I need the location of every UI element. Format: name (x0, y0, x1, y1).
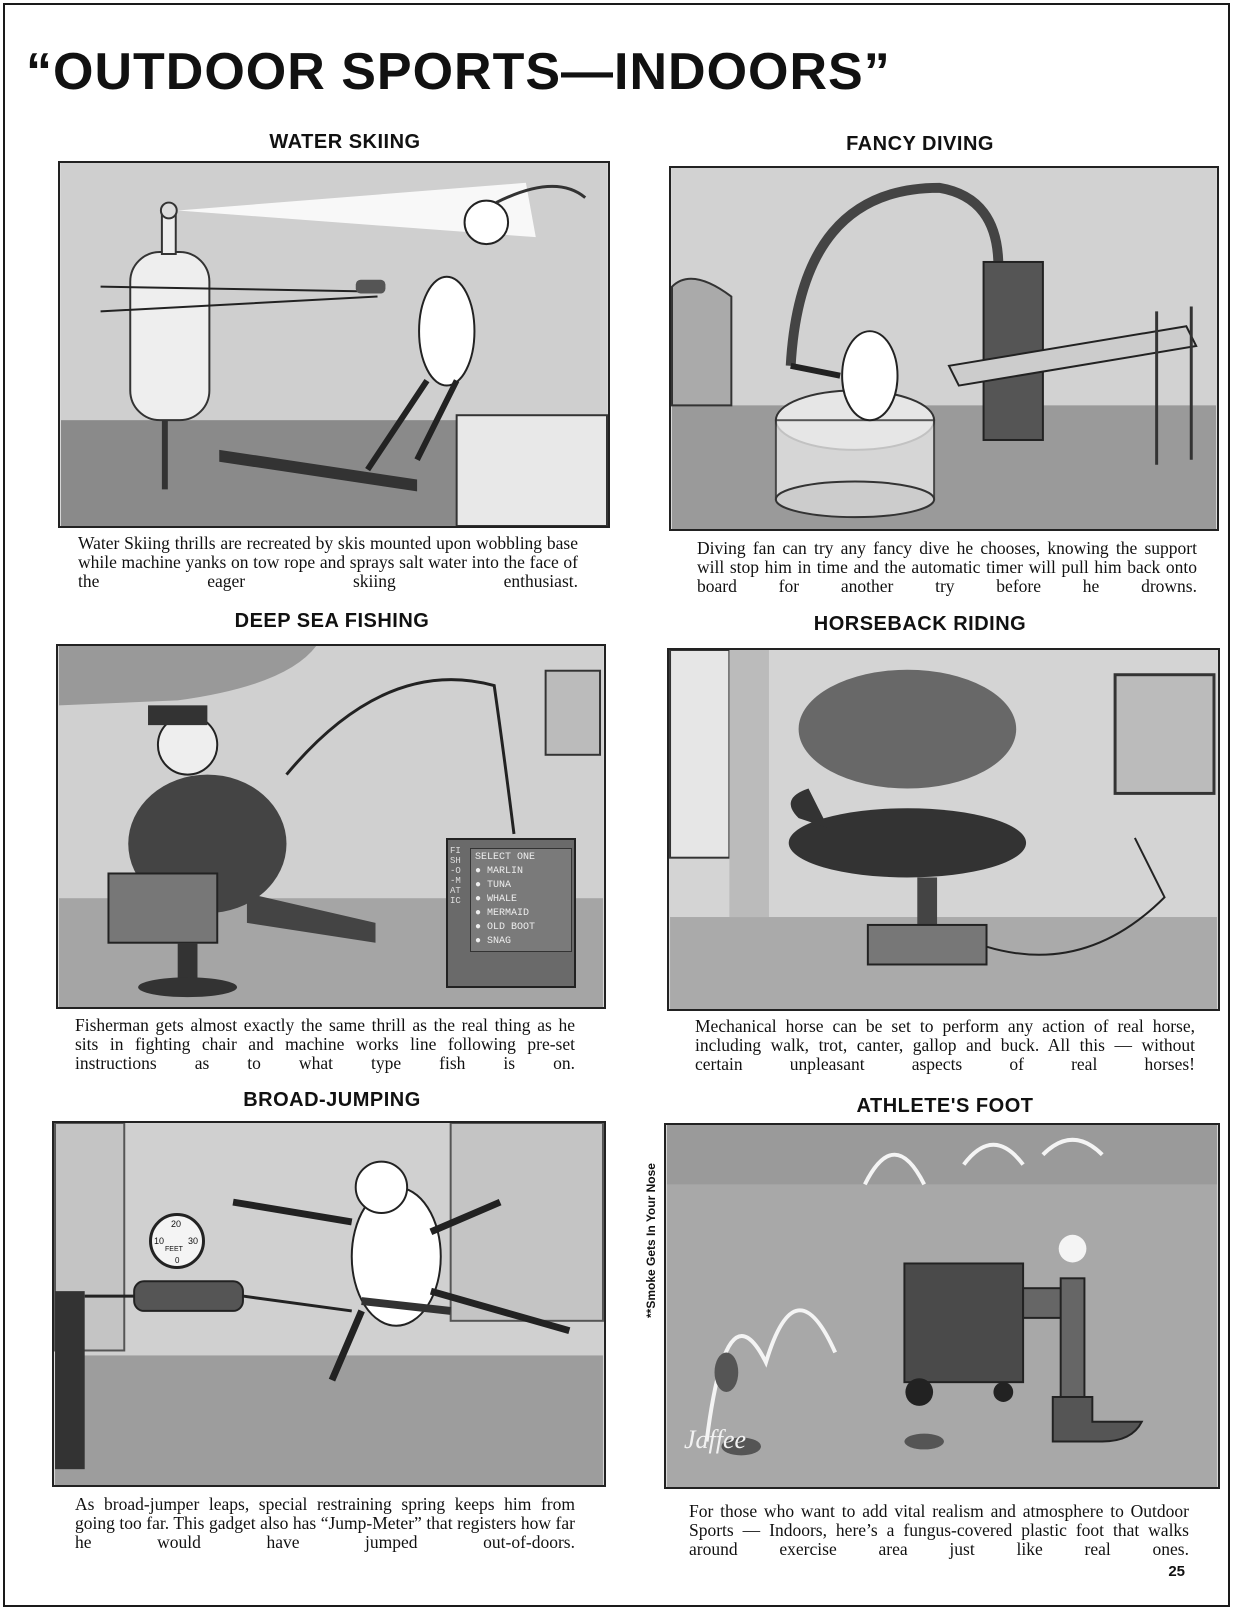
jump-meter-tick: 30 (188, 1236, 199, 1246)
fish-machine (446, 838, 576, 988)
fancy-diving-caption: Diving fan can try any fancy dive he chooses, knowing the support will stop him in time and the automatic timer will pull him back onto board for another try before he drowns. (697, 538, 1197, 596)
horseback-riding-illustration (667, 648, 1220, 1011)
deep-sea-fishing-illustration (56, 644, 606, 1009)
fancy-diving-illustration (669, 166, 1219, 531)
fish-option-label: WHALE (487, 894, 518, 905)
jump-meter-gauge (149, 1213, 205, 1269)
broad-jumping-caption: As broad-jumper leaps, special restraining spring keeps him from going too far. This gadget also has “Jump-Meter” that registers how far he would have jumped out-of-doors. (75, 1494, 575, 1552)
fish-option-label: TUNA (487, 880, 512, 891)
fish-option-label: SNAG (487, 936, 512, 947)
athletes-foot-illustration (664, 1123, 1220, 1489)
jump-meter-zero: 0 (175, 1256, 180, 1265)
fish-machine-menu (470, 848, 572, 952)
page-number: 25 (1168, 1563, 1185, 1580)
jump-meter-tick: 10 (154, 1236, 165, 1246)
fish-option[interactable]: ● TUNA (475, 880, 512, 891)
water-skiing-heading: WATER SKIING (269, 131, 421, 153)
deep-sea-fishing-caption: Fisherman gets almost exactly the same thrill as the real thing as he sits in fighting chair and machine works line following pre-set instructions as to what type fish is on. (75, 1015, 575, 1073)
fish-option[interactable]: ● MERMAID (475, 908, 530, 919)
artist-signature: Jaffee (684, 1425, 747, 1454)
horseback-riding-heading: HORSEBACK RIDING (813, 613, 1027, 635)
fish-option[interactable]: ● MARLIN (475, 866, 524, 877)
page-title: “OUTDOOR SPORTS—INDOORS” (26, 43, 891, 101)
fancy-diving-heading: FANCY DIVING (846, 133, 994, 155)
horseback-riding-caption: Mechanical horse can be set to perform any action of real horse, including walk, trot, canter, gallop and buck. All this — without certain unpleasant aspects of real horses! (695, 1016, 1195, 1074)
fish-option[interactable]: ● OLD BOOT (475, 922, 536, 933)
broad-jumping-heading: BROAD-JUMPING (243, 1089, 421, 1111)
water-skiing-illustration (58, 161, 610, 528)
fish-menu-title: SELECT ONE (475, 852, 536, 863)
water-skiing-caption: Water Skiing thrills are recreated by skis mounted upon wobbling base while machine yanks on tow rope and sprays salt water into the face of the eager skiing enthusiast. (78, 533, 578, 591)
jump-meter-tick: 20 (171, 1219, 182, 1229)
side-credit: **Smoke Gets In Your Nose (644, 1163, 658, 1318)
broad-jumping-illustration (52, 1121, 606, 1487)
athletes-foot-heading: ATHLETE'S FOOT (856, 1095, 1034, 1117)
fish-option[interactable]: ● SNAG (475, 936, 512, 947)
deep-sea-fishing-heading: DEEP SEA FISHING (234, 610, 430, 632)
fish-machine-label: FISH-O-MATIC (450, 846, 461, 906)
fish-option-label: MARLIN (487, 866, 524, 877)
jump-meter-unit: FEET (165, 1246, 183, 1253)
fish-option-label: OLD BOOT (487, 922, 536, 933)
fish-option[interactable]: ● WHALE (475, 894, 518, 905)
fish-option-label: MERMAID (487, 908, 530, 919)
athletes-foot-caption: For those who want to add vital realism and atmosphere to Outdoor Sports — Indoors, here’s a fungus-covered plastic foot that walks around exercise area just like real ones. (689, 1501, 1189, 1559)
